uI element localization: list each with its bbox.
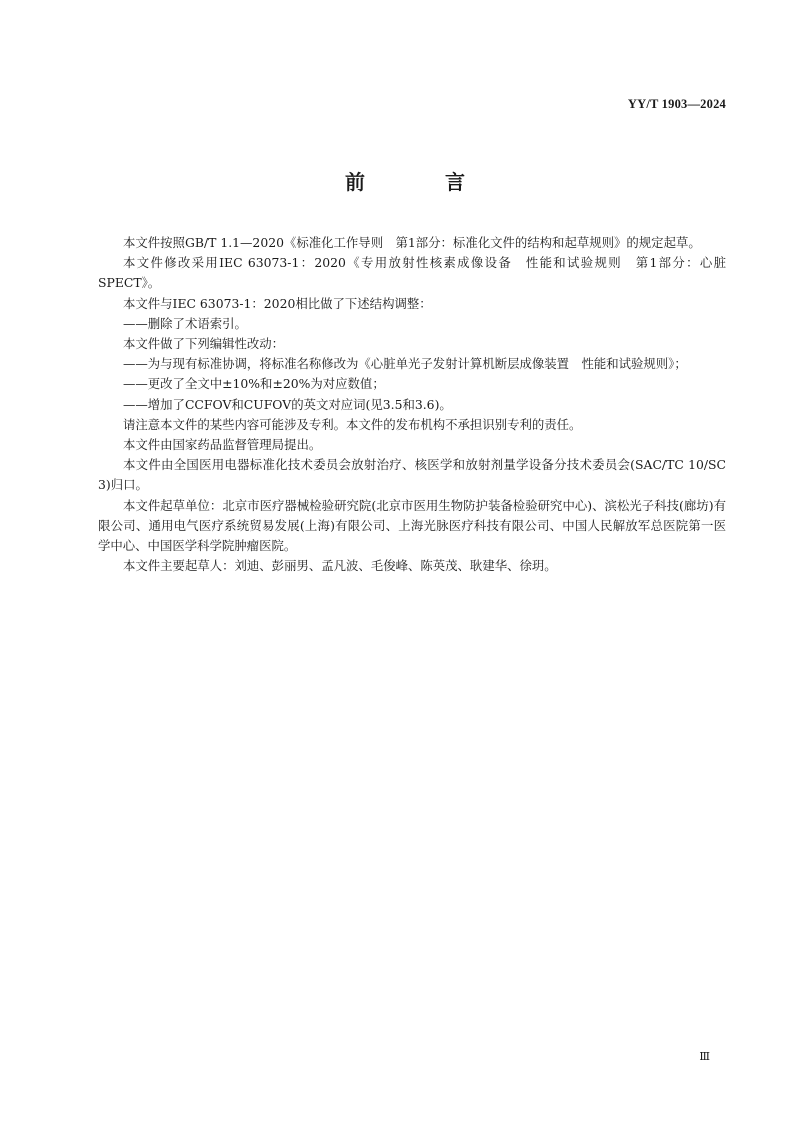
foreword-body: [98, 233, 726, 576]
paragraph-responsible-committee: 本文件由全国医用电器标准化技术委员会放射治疗、核医学和放射剂量学设备分技术委员会(SAC/TC 10/SC 3)归口。: [98, 457, 726, 493]
paragraph-drafters: 本文件主要起草人：刘迪、彭丽男、孟凡波、毛俊峰、陈英茂、耿建华、徐玥。: [123, 558, 557, 574]
standard-code: YY/T 1903—2024: [627, 97, 726, 111]
list-item-editorial-change: ——更改了全文中±10%和±20%为对应数值；: [123, 376, 385, 392]
paragraph-patent-notice: 请注意本文件的某些内容可能涉及专利。本文件的发布机构不承担识别专利的责任。: [123, 416, 582, 432]
paragraph-proposer: 本文件由国家药品监督管理局提出。: [123, 437, 322, 453]
paragraph-drafting-units: 本文件起草单位：北京市医疗器械检验研究院(北京市医用生物防护装备检验研究中心)、滨松光子科技(廊坊)有限公司、通用电气医疗系统贸易发展(上海)有限公司、上海光脉医疗科技有限公司、中国人民解放军总医院第一医学中心、中国医学科学院肿瘤医院。: [98, 497, 726, 554]
page-number: Ⅲ: [699, 1051, 710, 1063]
list-item-editorial-change: ——增加了CCFOV和CUFOV的英文对应词(见3.5和3.6)。: [123, 396, 452, 412]
list-item-editorial-change: ——为与现有标准协调，将标准名称修改为《心脏单光子发射计算机断层成像装置 性能和试验规则》；: [123, 356, 687, 372]
page-title: 前 言: [345, 170, 495, 194]
list-item-structural-change: ——删除了术语索引。: [123, 315, 247, 331]
paragraph-adoption: 本文件修改采用IEC 63073-1：2020《专用放射性核素成像设备 性能和试验规则 第1部分：心脏SPECT》。: [98, 255, 726, 291]
paragraph-structural-changes: 本文件与IEC 63073-1：2020相比做了下述结构调整：: [123, 295, 432, 311]
paragraph-drafting-basis: 本文件按照GB/T 1.1—2020《标准化工作导则 第1部分：标准化文件的结构和起草规则》的规定起草。: [123, 235, 701, 250]
paragraph-editorial-changes: 本文件做了下列编辑性改动：: [123, 336, 285, 352]
